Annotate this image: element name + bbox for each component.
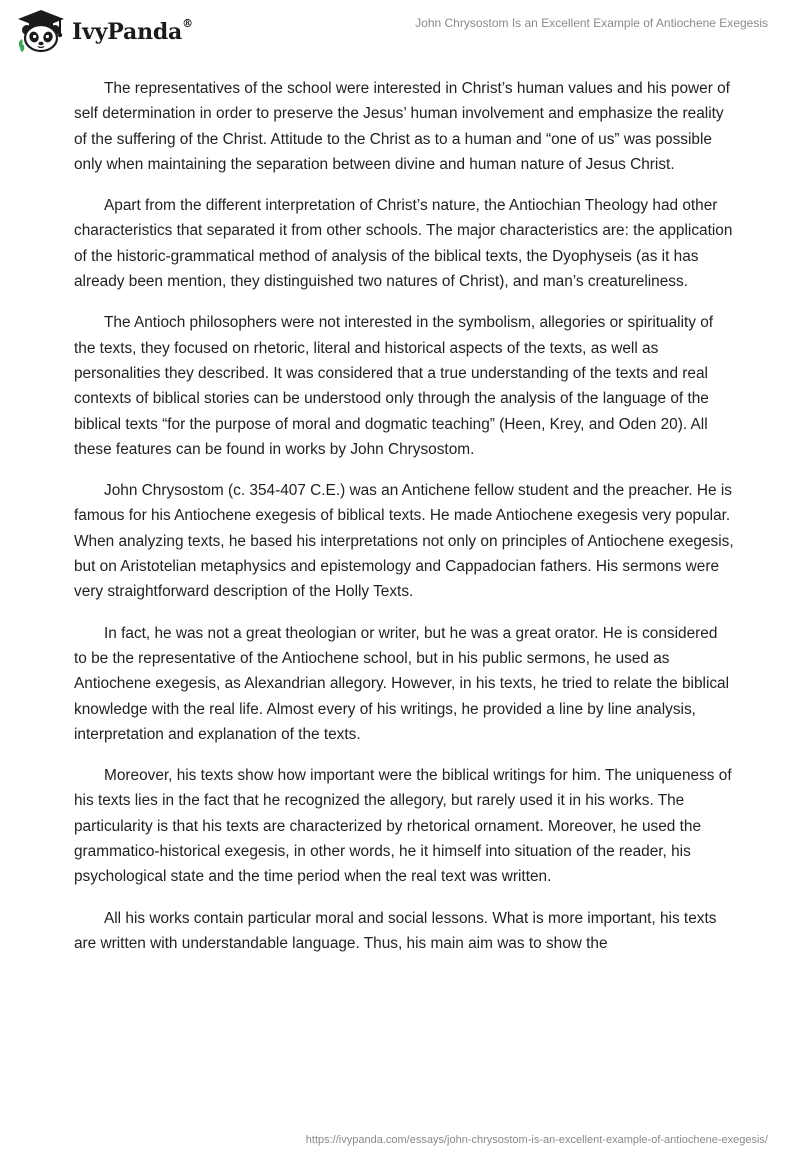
paragraph: Apart from the different interpretation of Christ’s nature, the Antiochian Theology had other characteristics that separated it from other schools. The major characteristics are: the application of the historic-grammatical method of analysis of the biblical texts, the Dyophyseis (as it has already been mention, they distinguished two natures of Christ), and man’s creatureliness. bbox=[74, 197, 733, 291]
ivypanda-logo[interactable] bbox=[14, 8, 193, 54]
logo-text: IvyPanda bbox=[72, 19, 183, 45]
paragraph: The Antioch philosophers were not interested in the symbolism, allegories or spirituality of the texts, they focused on rhetoric, literal and historical aspects of the texts, as well as personalities they described. It was considered that a true understanding of the texts and real contexts of biblical stories can be understood only through the analysis of the language of the biblical texts “for the purpose of moral and dogmatic teaching” (Heen, Krey, and Oden 20). All these features can be found in works by John Chrysostom. bbox=[74, 314, 714, 458]
paragraph: The representatives of the school were interested in Christ’s human values and his power of self determination in order to preserve the Jesus’ human involvement and emphasize the reality of the suffering of the Christ. Attitude to the Christ as to a human and “one of us” was possible only when maintaining the separation between divine and human nature of Jesus Christ. bbox=[74, 80, 730, 173]
source-url[interactable]: https://ivypanda.com/essays/john-chrysostom-is-an-excellent-example-of-antiochene-exegesis/ bbox=[305, 1134, 768, 1146]
paragraph: John Chrysostom (c. 354-407 C.E.) was an Antichene fellow student and the preacher. He is famous for his Antiochene exegesis of biblical texts. He made Antiochene exegesis very popular. When analyzing texts, he based his interpretations not only on principles of Antiochene exegesis, but on Aristotelian metaphysics and epistemology and Cappadocian fathers. His sermons were very straightforward description of the Holly Texts. bbox=[74, 482, 734, 601]
paragraph: All his works contain particular moral and social lessons. What is more important, his texts are written with understandable language. Thus, his main aim was to show the bbox=[74, 909, 717, 952]
panda-graduate-icon bbox=[14, 8, 68, 54]
registered-mark: ® bbox=[182, 17, 193, 30]
paragraph: In fact, he was not a great theologian or writer, but he was a great orator. He is considered to be the representative of the Antiochene school, but in his public sermons, he used as Antiochene exegesis, as Alexandrian allegory. However, in his texts, he tried to relate the biblical knowledge with the real life. Almost every of his writings, he provided a line by line analysis, interpretation and explanation of the texts. bbox=[74, 624, 730, 743]
essay-body bbox=[74, 76, 734, 972]
document-title: John Chrysostom Is an Excellent Example of Antiochene Exegesis bbox=[415, 16, 768, 30]
page-header bbox=[0, 0, 800, 60]
paragraph: Moreover, his texts show how important were the biblical writings for him. The uniqueness of his texts lies in the fact that he recognized the allegory, but rarely used it in his works. The particularity is that his texts are characterized by rhetorical ornament. Moreover, he used the grammatico-historical exegesis, in other words, he it himself into situation of the reader, his psychological state and the time period when the real text was written. bbox=[74, 767, 732, 886]
